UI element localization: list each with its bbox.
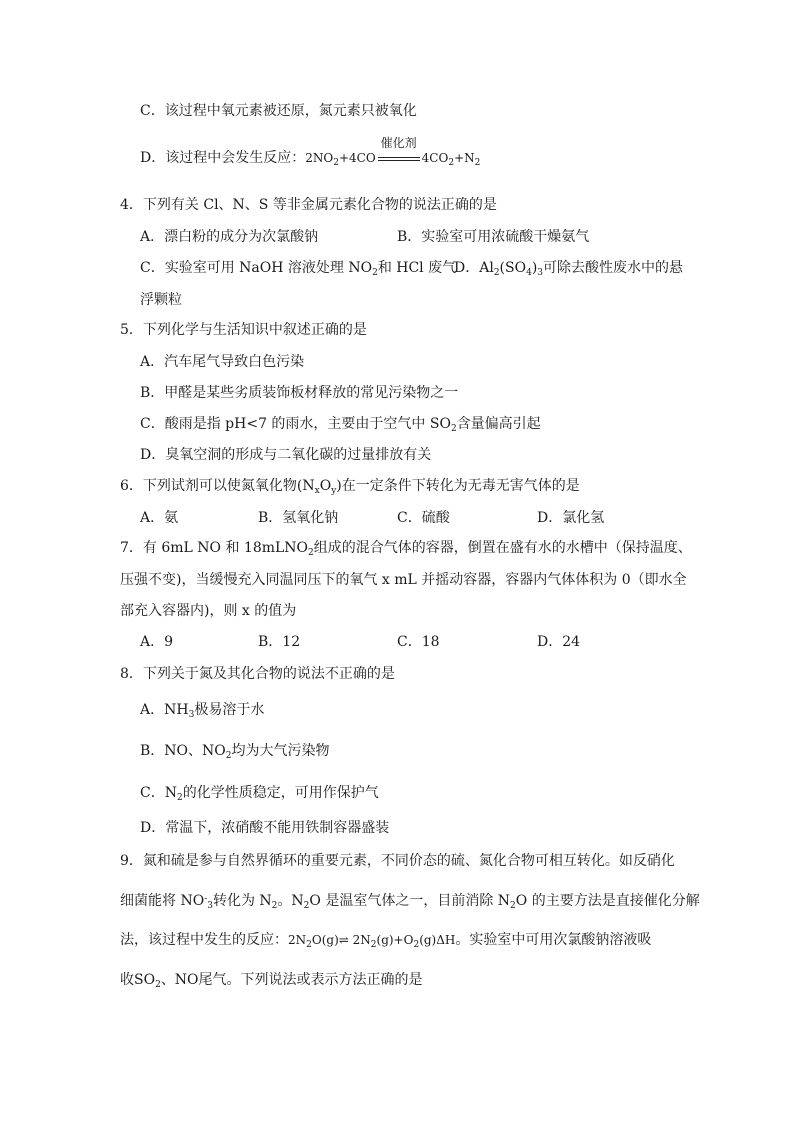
catalyst-label: 催化剂 [380,136,417,150]
q7-line-3: 部充入容器内)，则 x 的值为 [120,603,297,619]
q7-option-a: A．9 [140,634,174,650]
q7-line-1: 7．有 6mL NO 和 18mLNO$_2$组成的混合气体的容器，倒置在盛有水的水槽中（保持温度、 [120,540,692,558]
q7-line-2: 压强不变)，当缓慢充入同温同压下的氧气 x mL 并摇动容器，容器内气体体积为 0（即水全 [120,572,687,588]
q6-stem: 6．下列试剂可以使氮氧化物$(N_xO_y)$在一定条件下转化为无毒无害气体的是 [120,478,580,496]
q6-option-c: C．硫酸 [397,510,450,526]
q3-option-c: C．该过程中氧元素被还原，氮元素只被氧化 [140,103,417,119]
q8-stem: 8．下列关于氮及其化合物的说法不正确的是 [120,666,395,682]
q4-stem: 4．下列有关 Cl、N、S 等非金属元素化合物的说法正确的是 [120,197,497,213]
q9-line-3: 法，该过程中发生的反应：$2N_2O(g)\rightleftharpoons$ $2N_2(g)+O_2(g)\Delta H$。实验室中可用次氯酸钠溶液吸 [120,932,652,950]
q5-option-c: C．酸雨是指 pH<7 的雨水，主要由于空气中 $SO_2$含量偏高引起 [140,416,541,434]
q8-option-a: A．$NH_3$极易溶于水 [140,702,265,720]
q7-option-b: B．12 [258,634,301,650]
q3-option-d-prefix: D．该过程中会发生反应： [140,150,306,166]
q6-option-a: A．氨 [140,510,179,526]
q9-line-1: 9．氮和硫是参与自然界循环的重要元素，不同价态的硫、氮化合物可相互转化。如反硝化 [120,853,675,869]
q7-option-d: D．24 [537,634,581,650]
q6-option-d: D．氯化氢 [537,510,605,526]
q4-option-d-wrap: 浮颗粒 [140,292,182,308]
q6-option-b: B．氢氧化钠 [258,510,339,526]
q7-option-c: C．18 [397,634,440,650]
q9-equation: $2N_2O(g)\rightleftharpoons$ $2N_2(g)+O_2(g)\Delta H$ [288,933,456,950]
q4-option-b: B．实验室可用浓硫酸干燥氨气 [397,229,590,245]
q9-line-2: 细菌能将 $NO^-_3$转化为 $N_2$。$N_2O$ 是温室气体之一，目前消除 $N_2O$ 的主要方法是直接催化分解 [120,893,700,911]
q8-option-c: C．$N_2$的化学性质稳定，可用作保护气 [140,785,379,803]
q5-option-d: D．臭氧空洞的形成与二氧化碳的过量排放有关 [140,447,432,463]
q5-option-b: B．甲醛是某些劣质装饰板材释放的常见污染物之一 [140,385,459,401]
q4-option-c: C．实验室可用 NaOH 溶液处理 $NO_2$和 HCl 废气 [140,260,457,278]
q3-option-d [140,136,481,168]
q8-option-d: D．常温下，浓硝酸不能用铁制容器盛装 [140,820,390,836]
q8-option-b: B．NO、$NO_2$均为大气污染物 [140,743,330,761]
q9-line-4: 收$SO_2$、NO尾气。下列说法或表示方法正确的是 [120,972,423,990]
q4-option-d: D．$Al_2(SO_4)_3$可除去酸性废水中的悬 [454,260,684,278]
reversible-arrow-icon: ⇌ [338,933,349,947]
q3-equation: $2NO_2+4CO$ 催化剂 $4CO_2+N_2$ [305,151,480,165]
q4-option-a: A．漂白粉的成分为次氯酸钠 [140,229,319,245]
q5-option-a: A．汽车尾气导致白色污染 [140,354,305,370]
q5-stem: 5．下列化学与生活知识中叙述正确的是 [120,322,367,338]
catalyst-arrow [378,136,420,168]
